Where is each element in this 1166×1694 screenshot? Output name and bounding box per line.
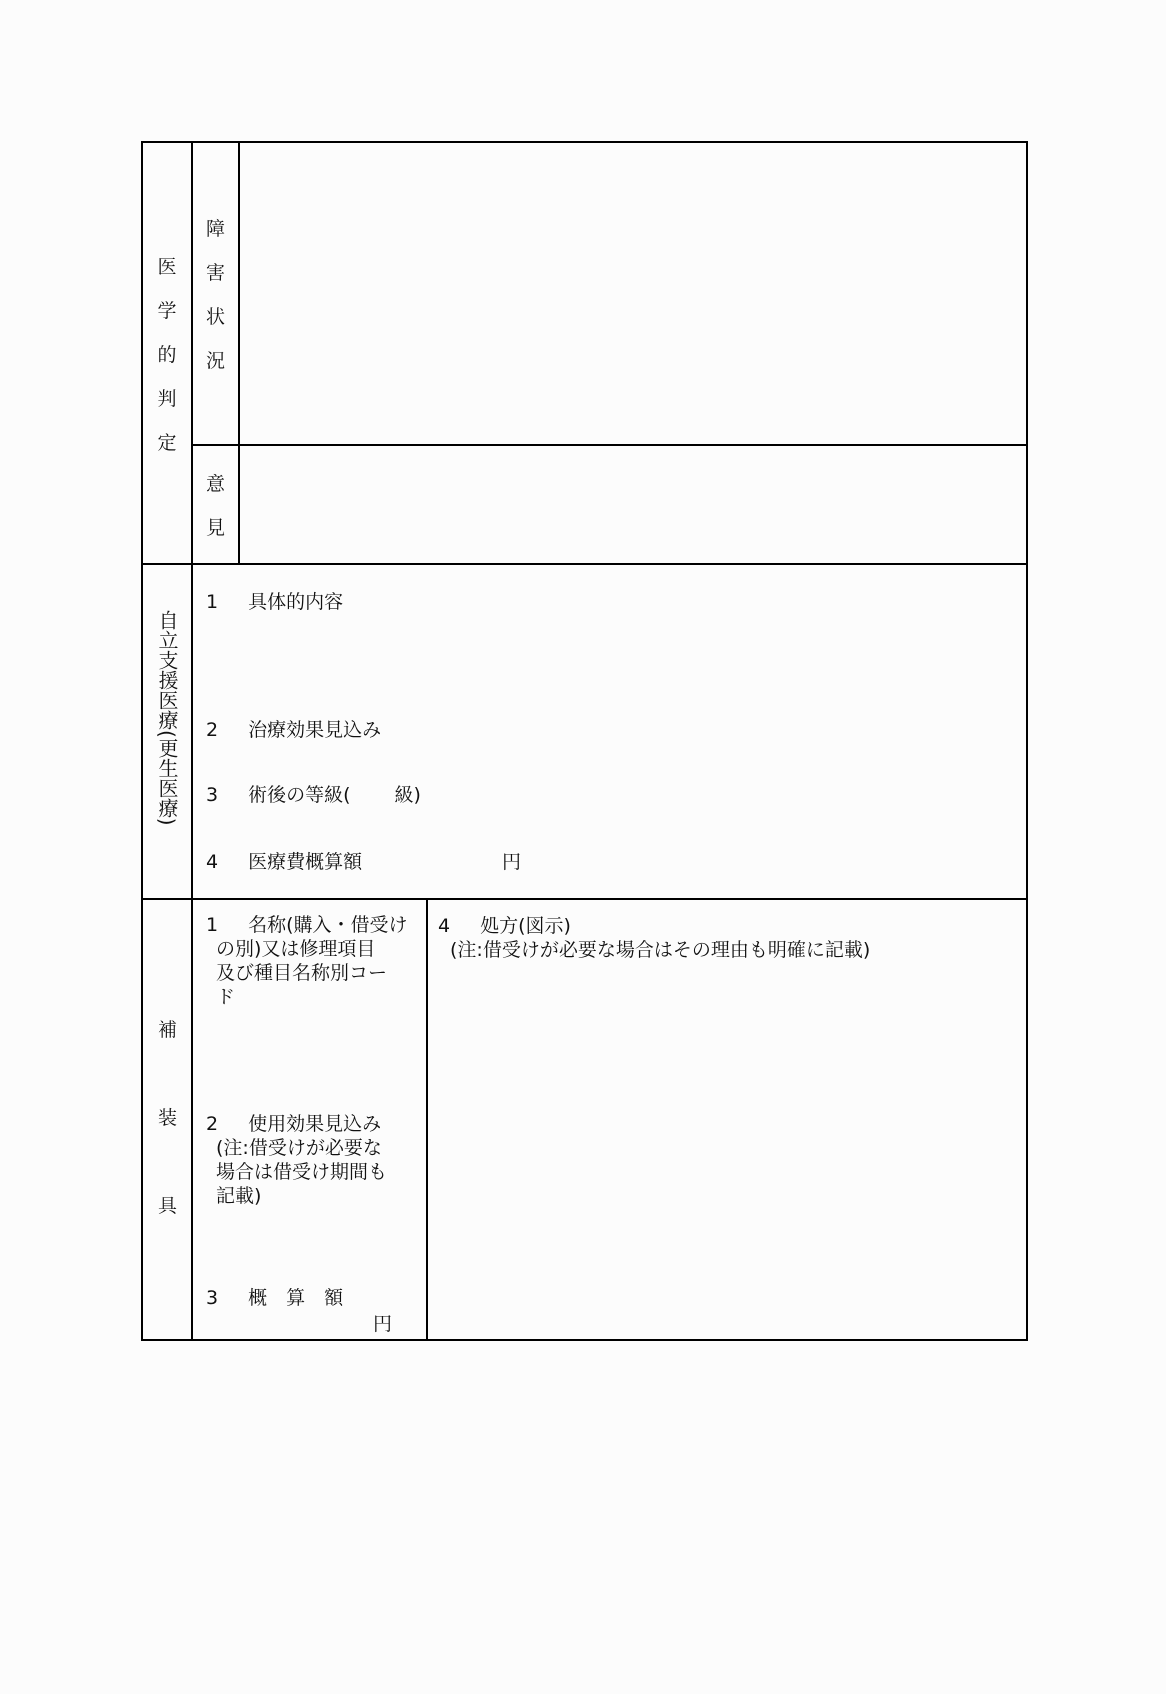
prosthetics-label-char: 装 xyxy=(158,1107,178,1129)
divider-section2 xyxy=(141,898,1028,900)
border-bottom xyxy=(141,1339,1028,1341)
border-right xyxy=(1026,141,1028,1341)
item-num: 4 xyxy=(206,851,219,873)
item-label: 医療費概算額 xyxy=(248,851,363,873)
line: ド xyxy=(216,986,236,1008)
usage-effect-item xyxy=(206,1112,387,1208)
item-treatment-effect xyxy=(206,718,381,742)
line: (注:借受けが必要な xyxy=(216,1137,382,1159)
divider-col2 xyxy=(238,141,240,565)
independence-support-label: 自立支援医療(更生医療) xyxy=(155,610,179,826)
item-medical-cost xyxy=(206,850,362,874)
item-num: 1 xyxy=(206,914,219,936)
prosthetics-label-char: 補 xyxy=(158,1019,178,1041)
item-num: 4 xyxy=(438,915,451,937)
item-label: 術後の等級( xyxy=(248,784,351,806)
disability-status-field[interactable] xyxy=(241,143,1026,444)
label-char: 的 xyxy=(157,344,177,366)
label-char: 状 xyxy=(205,306,225,328)
medical-cost-unit: 円 xyxy=(502,851,522,873)
label-char: 見 xyxy=(205,517,225,539)
prescription-field[interactable] xyxy=(428,970,1026,1339)
item-num: 3 xyxy=(206,1287,219,1309)
estimated-amount-item xyxy=(206,1286,343,1310)
label-char: 害 xyxy=(205,262,225,284)
label-char: 判 xyxy=(157,388,177,410)
item-label: 治療効果見込み xyxy=(248,719,382,741)
item-num: 2 xyxy=(206,719,219,741)
note: (注:借受けが必要な場合はその理由も明確に記載) xyxy=(450,939,871,961)
prescription-item xyxy=(438,914,870,962)
item-specific-content xyxy=(206,590,343,614)
label-char: 況 xyxy=(205,350,225,372)
divider-section1 xyxy=(141,563,1028,565)
line-text: 使用効果見込み xyxy=(248,1113,382,1135)
estimated-amount-unit: 円 xyxy=(373,1313,393,1335)
line xyxy=(438,914,870,938)
label-char: 障 xyxy=(205,218,225,240)
line xyxy=(206,913,408,937)
line: 及び種目名称別コー xyxy=(216,962,388,984)
label-char: 定 xyxy=(157,432,177,454)
item-num: 2 xyxy=(206,1113,219,1135)
line xyxy=(206,1112,387,1136)
prosthetic-name-item xyxy=(206,913,408,1009)
item-post-op-grade xyxy=(206,783,421,807)
label-char: 医 xyxy=(157,256,177,278)
line: 記載) xyxy=(216,1185,262,1207)
opinion-label xyxy=(193,469,238,557)
label-char: 学 xyxy=(157,300,177,322)
item-label: 概 算 額 xyxy=(248,1287,344,1309)
medical-judgment-label xyxy=(143,252,191,472)
item-label: 処方(図示) xyxy=(480,915,571,937)
disability-status-label xyxy=(193,214,238,390)
item-num: 1 xyxy=(206,591,219,613)
opinion-field[interactable] xyxy=(241,446,1026,563)
item-label: 具体的内容 xyxy=(248,591,344,613)
item-num: 3 xyxy=(206,784,219,806)
item-unit: 級) xyxy=(394,784,421,806)
line: の別)又は修理項目 xyxy=(216,938,376,960)
line: 場合は借受け期間も xyxy=(216,1161,388,1183)
label-char: 意 xyxy=(205,473,225,495)
prosthetics-label-char: 具 xyxy=(158,1195,178,1217)
line-text: 名称(購入・借受け xyxy=(248,914,408,936)
